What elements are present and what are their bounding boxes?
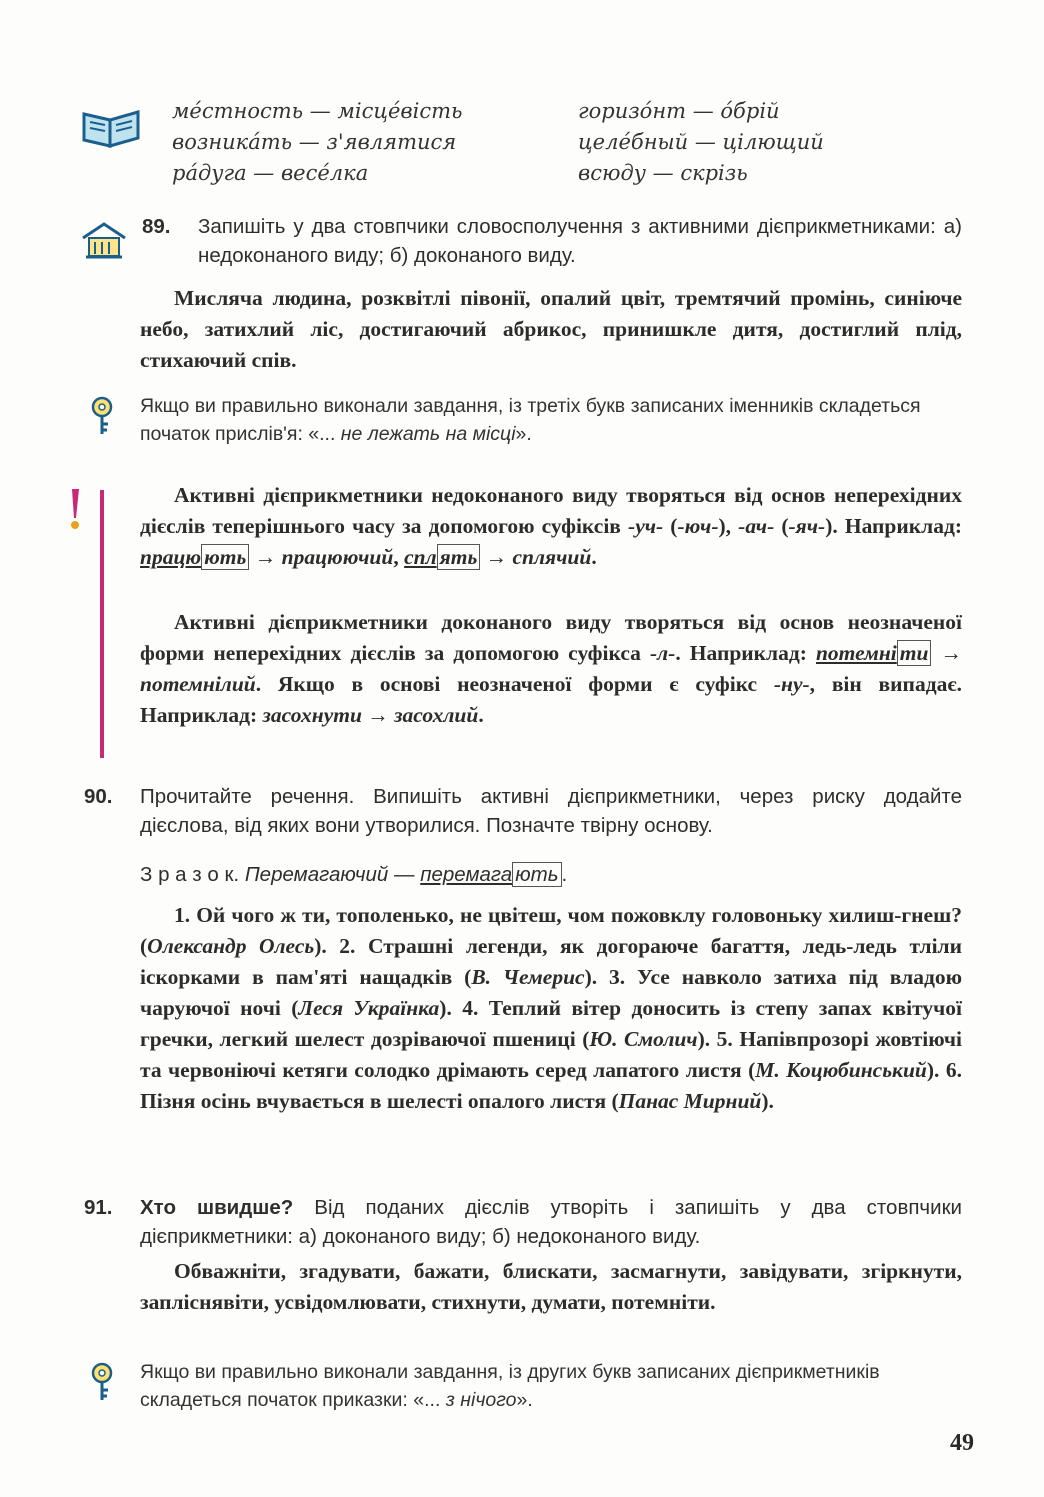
sentence: ). 2. Страшні легенди, як догораюче багаття, ледь-ледь тліли іскорками в пам'яті нащадків ( — [140, 934, 962, 989]
suffix: -яч- — [788, 514, 826, 538]
arrow: → — [361, 703, 395, 727]
hint-quote: не лежать на місці — [335, 423, 516, 445]
exercise-91-text: Обважніти, згадувати, бажати, блискати, засмагнути, завідувати, згіркнути, запліснявіти, усвідомлювати, стихнути, думати, потемніти. — [140, 1259, 962, 1314]
exercise-90-instruction — [84, 782, 962, 840]
example-word: потемнілий — [140, 672, 256, 696]
word-stem: перемага — [420, 863, 513, 886]
hint-text: Якщо ви правильно виконали завдання, із третіх букв записаних іменників складеться початок прислів'я: «... — [140, 395, 921, 445]
author: Панас Мирний — [618, 1089, 762, 1113]
dot: . — [561, 863, 568, 886]
example-word: засохнути — [262, 703, 362, 727]
sentence: ). 4. Теплий вітер доносить із степу запах квітучої гречки, легкий шелест дозріваючої пшениці ( — [140, 996, 962, 1051]
exercise-91-hint — [140, 1358, 962, 1414]
author: Леся Українка — [298, 996, 440, 1020]
rule-marker-bar — [100, 490, 104, 758]
rule-text: . Наприклад: — [675, 641, 816, 665]
exclamation-icon — [64, 486, 86, 532]
book-icon — [80, 104, 142, 150]
author: М. Коцюбинський — [755, 1058, 927, 1082]
author: В. Чемерис — [471, 965, 585, 989]
word-stem: спл — [404, 545, 437, 569]
arrow: → — [480, 545, 513, 569]
hint-suffix: ». — [516, 1389, 533, 1411]
sentence: ). 5. Напівпрозорі жовтіючі та червоніючі кетяги солодко дрімають серед лапатого листя ( — [140, 1027, 962, 1082]
instruction-text — [84, 1193, 962, 1251]
word-ending: ють — [201, 544, 249, 570]
rule-text: ). Наприклад: — [825, 514, 963, 538]
hint-text: Якщо ви правильно виконали завдання, із других букв записаних дієприкметників складеться початок приказки: «... — [140, 1361, 880, 1411]
example-word: працюючий — [281, 545, 394, 569]
exercise-91-instruction — [84, 1193, 962, 1251]
sentence: ). 6. Пізня осінь вчувається в шелесті опалого листя ( — [140, 1058, 962, 1113]
rule-text: ( — [774, 514, 789, 538]
rule-text: . Якщо в основі неозначеної форми є суфікс — [255, 672, 774, 696]
key-icon — [84, 396, 120, 438]
instruction-text: Запишіть у два стовпчики словосполучення з активними дієприкметниками: а) недоконаного виду; б) доконаного виду. — [198, 215, 962, 267]
word-stem: працю — [140, 545, 202, 569]
word-stem: потемні — [815, 641, 897, 665]
suffix: -юч- — [677, 514, 719, 538]
suffix: -л- — [649, 641, 676, 665]
rule-text: . — [591, 545, 597, 569]
word-ending: ять — [437, 544, 481, 570]
example-word: сплячий — [512, 545, 592, 569]
vocab-pair: мéстность — місцéвість — [172, 99, 463, 123]
hint-quote: з нічого — [440, 1389, 517, 1411]
arrow: → — [931, 641, 963, 665]
word-ending: ють — [512, 862, 561, 887]
sentence: ). — [761, 1089, 774, 1113]
exercise-number: 90. — [84, 785, 113, 808]
rule-text: . — [478, 703, 484, 727]
exercise-90-sample — [140, 860, 962, 889]
key-icon — [84, 1362, 120, 1404]
sample-word: Перемагаючий — [244, 863, 389, 886]
vocab-pair: всюду — скрізь — [578, 161, 748, 185]
rule-text: ), — [718, 514, 739, 538]
author: Ю. Смолич — [589, 1027, 698, 1051]
rule-paragraph-1 — [140, 480, 962, 573]
example-word: засохлий — [394, 703, 479, 727]
vocab-left-column — [172, 96, 462, 189]
suffix: -ну- — [773, 672, 810, 696]
exercise-lead: Хто швидше? — [140, 1196, 294, 1219]
author: Олександр Олесь — [147, 934, 315, 958]
instruction-body: Від поданих дієслів утворіть і запишіть у два стовпчики дієприкметники: а) доконаного виду; б) недоконаного виду. — [140, 1196, 962, 1248]
rule-text: , — [393, 545, 405, 569]
vocab-pair: горизóнт — óбрій — [578, 99, 780, 123]
vocab-right-column — [578, 96, 824, 189]
word-ending: ти — [897, 640, 932, 666]
exercise-89-text: Мисляча людина, розквітлі півонії, опалий цвіт, тремтячий промінь, синіюче небо, затихлий ліс, достигаючий абрикос, принишкле дитя, достиглий плід, стихаючий спів. — [140, 286, 962, 372]
instruction-text: Прочитайте речення. Випишіть активні дієприкметники, через риску додайте дієслова, від яких вони утворилися. Позначте твірну основу. — [140, 785, 962, 837]
dash: — — [388, 863, 421, 886]
exercise-90-text — [140, 900, 962, 1117]
sample-label: З р а з о к. — [140, 863, 245, 886]
suffix: -ач- — [738, 514, 775, 538]
rule-text: Активні дієприкметники недоконаного виду творяться від основ неперехідних дієслів теперішнього часу за допомогою суфіксів — [140, 483, 962, 538]
exercise-89-hint — [140, 392, 962, 448]
sentence: ). 3. Усе навколо затиха під владою чаруючої ночі ( — [140, 965, 962, 1020]
homework-house-icon — [80, 220, 128, 260]
rule-text: ( — [663, 514, 678, 538]
exercise-number: 91. — [84, 1196, 113, 1219]
rule-text: Активні дієприкметники доконаного виду творяться від основ неозначеної форми неперехідних дієслів за допомогою суфікса — [140, 610, 962, 665]
sentence: 1. Ой чого ж ти, тополенько, не цвітеш, чом пожовклу головоньку хилиш-гнеш? ( — [140, 903, 962, 958]
rule-text: , він випадає. Наприклад: — [140, 672, 962, 727]
exercise-89-instruction — [142, 212, 962, 270]
hint-suffix: ». — [515, 423, 532, 445]
exercise-number: 89. — [142, 215, 171, 238]
vocab-pair: целéбный — цілющий — [578, 130, 824, 154]
vocab-pair: возникáть — з'являтися — [172, 130, 457, 154]
page-number: 49 — [950, 1430, 974, 1456]
rule-paragraph-2 — [140, 607, 962, 731]
vocab-pair: рáдуга — весéлка — [172, 161, 369, 185]
arrow: → — [249, 545, 282, 569]
suffix: -уч- — [628, 514, 664, 538]
